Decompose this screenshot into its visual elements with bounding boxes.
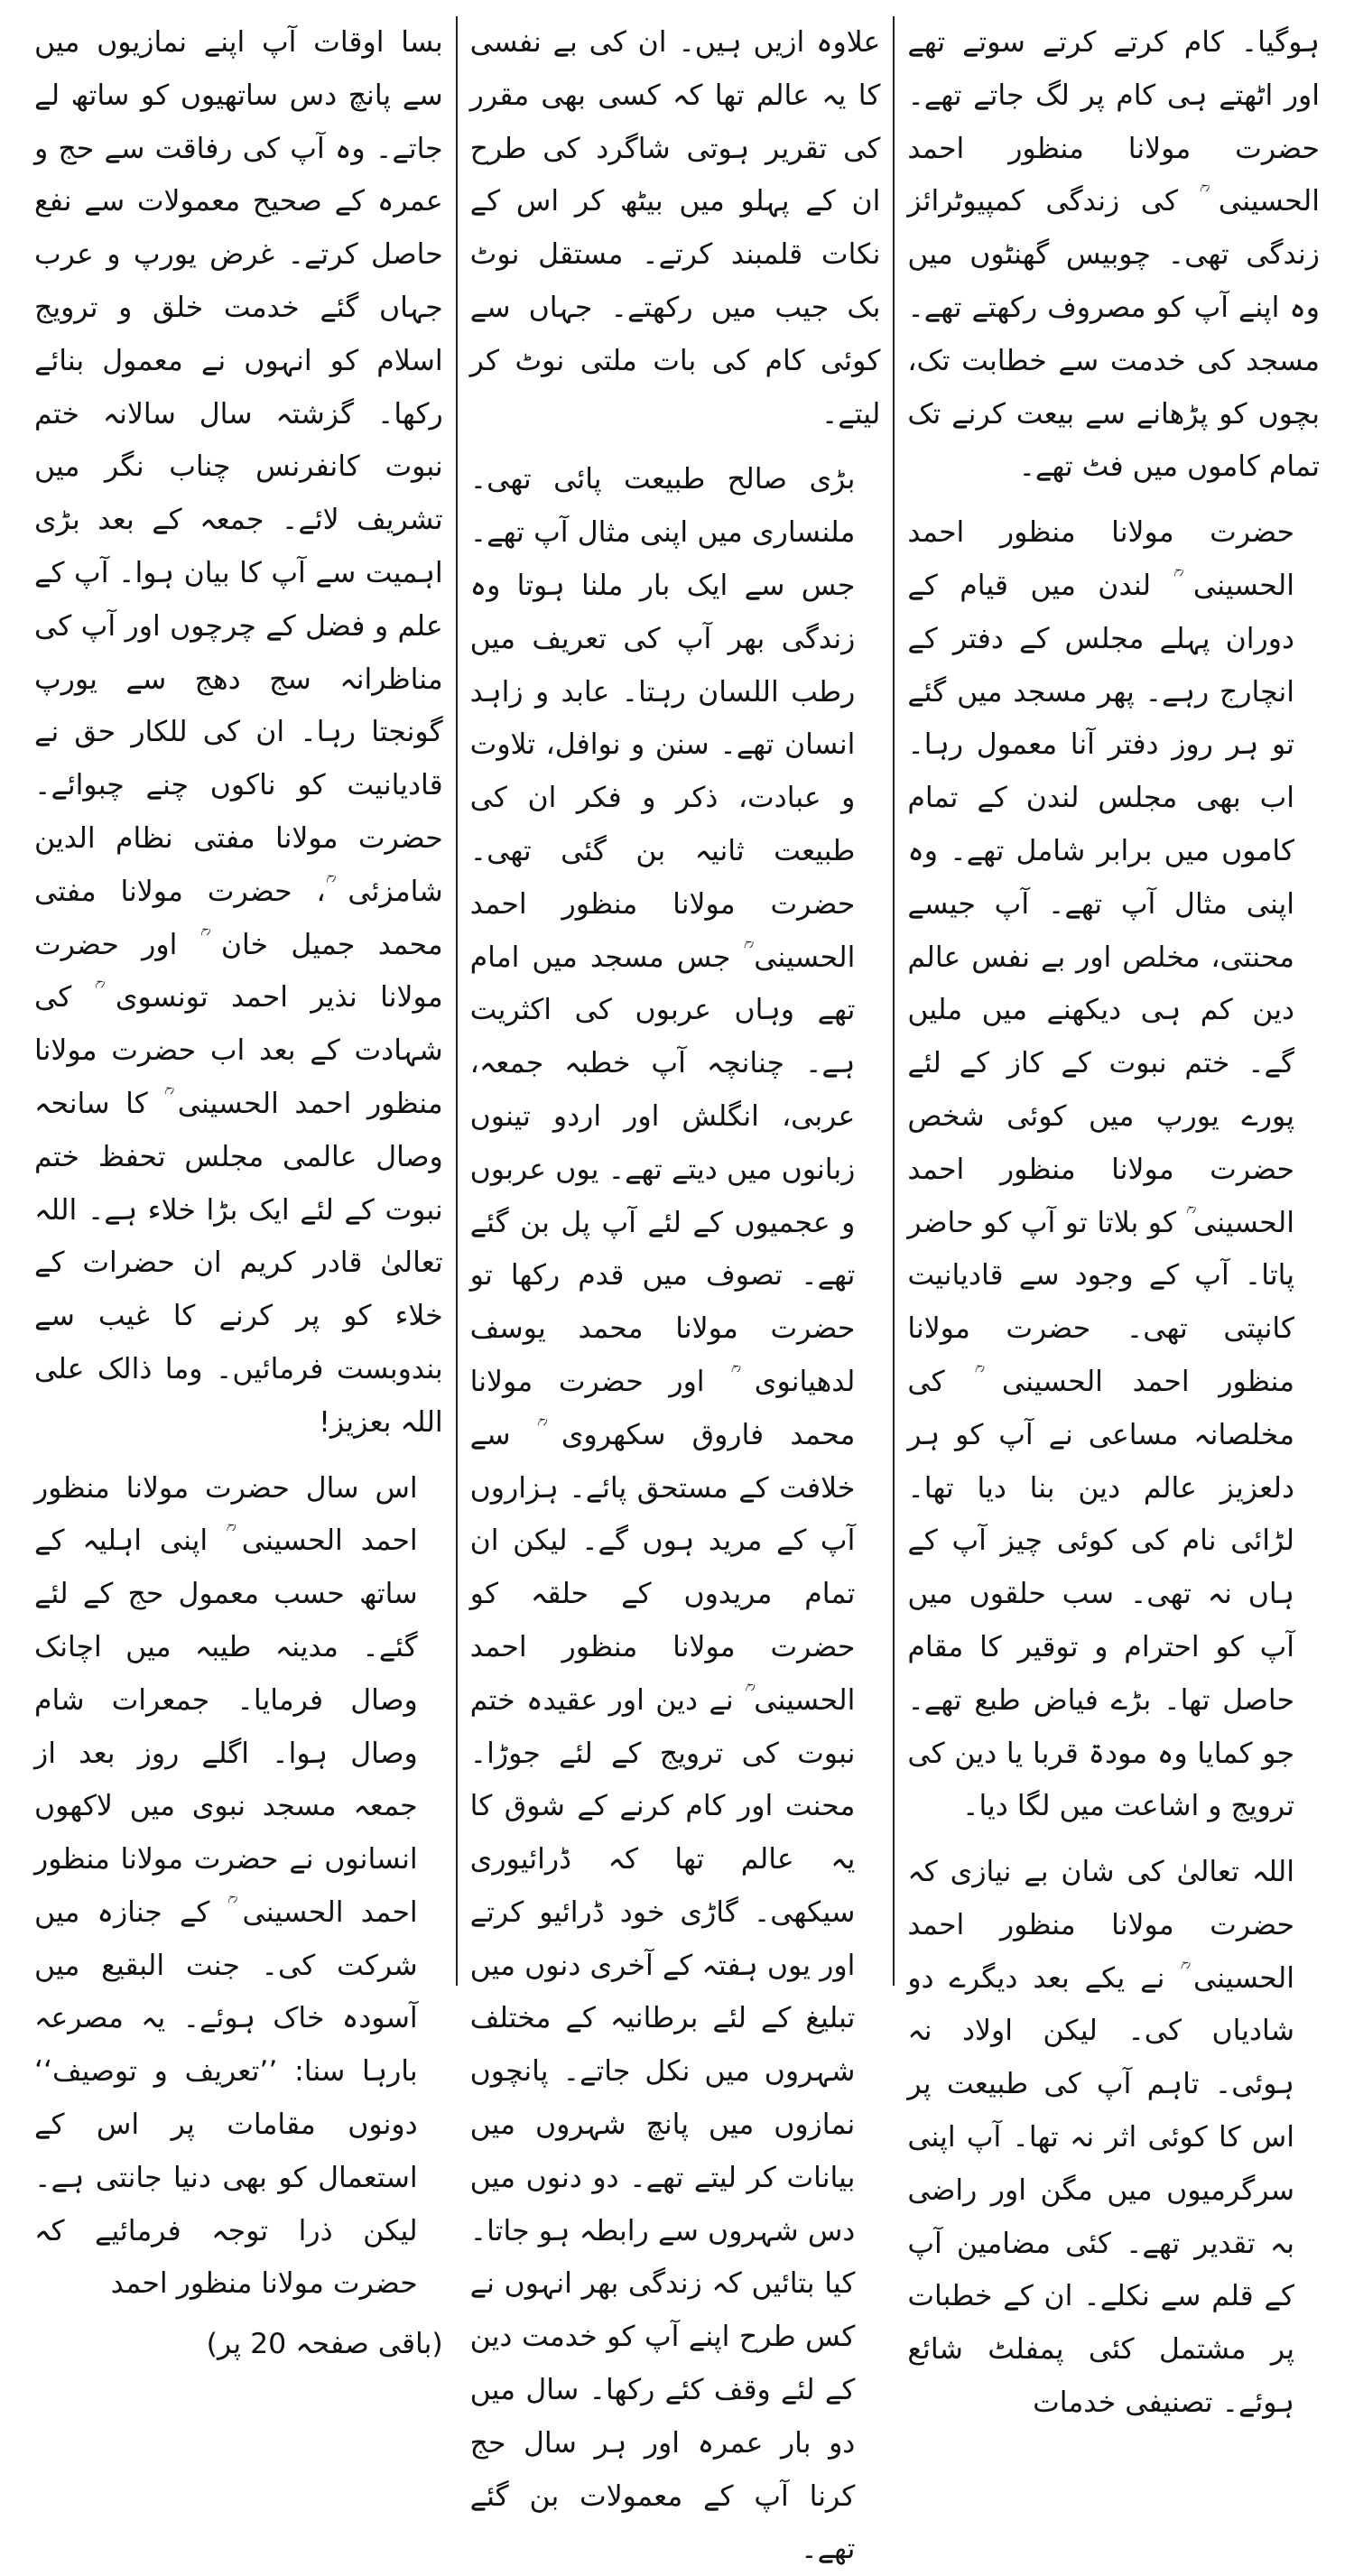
paragraph: اس سال حضرت مولانا منظور احمد الحسینی ؒ اپنی اہلیہ کے ساتھ حسب معمول حج کے لئے گئے۔ مدینہ طیبہ میں اچانک وصال فرمایا۔ جمعرات شام وصال ہوا۔ اگلے روز بعد از جمعہ مسجد نبوی میں لاکھوں انسانوں نے حضرت مولانا منظور احمد الحسینی ؒ کے جنازہ میں شرکت کی۔ جنت البقیع میں آسودہ خاک ہوئے۔ یہ مصرعہ بارہا سنا: ’’تعریف و توصیف‘‘ دونوں مقامات پر اس کے استعمال کو بھی دنیا جانتی ہے۔ لیکن ذرا توجہ فرمائیے کہ حضرت مولانا منظور احمد — [34, 1471, 418, 2301]
column-right — [895, 16, 1332, 2420]
column-left — [22, 16, 456, 2361]
paragraph: حضرت مولانا منظور احمد الحسینی ؒ لندن میں قیام کے دوران پہلے مجلس کے دفتر کے انچارج رہے۔ پھر مسجد میں گئے تو ہر روز دفتر آنا معمول رہا۔ اب بھی مجلس لندن کے تمام کاموں میں برابر شامل تھے۔ وہ اپنی مثال آپ تھے۔ آپ جیسے محنتی، مخلص اور بے نفس عالم دین کم ہی دیکھنے میں ملیں گے۔ ختم نبوت کے کاز کے لئے پورے یورپ میں کوئی شخص حضرت مولانا منظور احمد الحسینی ؒ کو بلاتا تو آپ کو حاضر پاتا۔ آپ کے وجود سے قادیانیت کانپتی تھی۔ حضرت مولانا منظور احمد الحسینی ؒ کی مخلصانہ مساعی نے آپ کو ہر دلعزیز عالم دین بنا دیا تھا۔ لڑائی نام کی کوئی چیز آپ کے ہاں نہ تھی۔ سب حلقوں میں آپ کو احترام و توقیر کا مقام حاصل تھا۔ بڑے فیاض طبع تھے۔ جو کمایا وہ مودۃ قربا یا دین کی ترویج و اشاعت میں لگا دیا۔ — [907, 516, 1294, 1823]
column-middle — [458, 16, 894, 2566]
continued-on-page-note: (باقی صفحہ 20 پر) — [206, 2328, 443, 2361]
paragraph: ہوگیا۔ کام کرتے کرتے سوتے تھے اور اٹھتے ہی کام پر لگ جاتے تھے۔ حضرت مولانا منظور احمد الحسینی ؒ کی زندگی کمپیوٹرائز زندگی تھی۔ چوبیس گھنٹوں میں وہ اپنے آپ کو مصروف رکھتے تھے۔ مسجد کی خدمت سے خطابت تک، بچوں کو پڑھانے سے بیعت کرنے تک تمام کاموں میں فٹ تھے۔ — [907, 26, 1320, 484]
paragraph: اللہ تعالیٰ کی شان بے نیازی کہ حضرت مولانا منظور احمد الحسینی ؒ نے یکے بعد دیگرے دو شادیاں کی۔ لیکن اولاد نہ ہوئی۔ تاہم آپ کی طبیعت پر اس کا کوئی اثر نہ تھا۔ آپ اپنی سرگرمیوں میں مگن اور راضی بہ تقدیر تھے۔ کئی مضامین آپ کے قلم سے نکلے۔ ان کے خطبات پر مشتمل کئی پمفلٹ شائع ہوئے۔ تصنیفی خدمات — [907, 1856, 1294, 2420]
paragraph: بسا اوقات آپ اپنے نمازیوں میں سے پانچ دس ساتھیوں کو ساتھ لے جاتے۔ وہ آپ کی رفاقت سے حج و عمرہ کے صحیح معمولات سے نفع حاصل کرتے۔ غرض یورپ و عرب جہاں گئے خدمت خلق و ترویج اسلام کو انہوں نے معمول بنائے رکھا۔ گزشتہ سال سالانہ ختم نبوت کانفرنس چناب نگر میں تشریف لائے۔ جمعہ کے بعد بڑی اہمیت سے آپ کا بیان ہوا۔ آپ کے علم و فضل کے چرچوں اور آپ کی مناظرانہ سج دھج سے یورپ گونجتا رہا۔ ان کی للکار حق نے قادیانیت کو ناکوں چنے چبوائے۔ حضرت مولانا مفتی نظام الدین شامزئی ؒ، حضرت مولانا مفتی محمد جمیل خان ؒ اور حضرت مولانا نذیر احمد تونسوی ؒ کی شہادت کے بعد اب حضرت مولانا منظور احمد الحسینی ؒ کا سانحہ وصال عالمی مجلس تحفظ ختم نبوت کے لئے ایک بڑا خلاء ہے۔ اللہ تعالیٰ قادر کریم ان حضرات کے خلاء کو پر کرنے کا غیب سے بندوبست فرمائیں۔ وما ذالک علی اللہ بعزیز! — [34, 26, 443, 1439]
paragraph: علاوہ ازیں ہیں۔ ان کی بے نفسی کا یہ عالم تھا کہ کسی بھی مقرر کی تقریر ہوتی شاگرد کی طرح ان کے پہلو میں بیٹھ کر اس کے نکات قلمبند کرتے۔ مستقل نوٹ بک جیب میں رکھتے۔ جہاں سے کوئی کام کی بات ملتی نوٹ کر لیتے۔ — [469, 26, 881, 431]
paragraph: بڑی صالح طبیعت پائی تھی۔ ملنساری میں اپنی مثال آپ تھے۔ جس سے ایک بار ملنا ہوتا وہ زندگی بھر آپ کی تعریف میں رطب اللسان رہتا۔ عابد و زاہد انسان تھے۔ سنن و نوافل، تلاوت و عبادت، ذکر و فکر ان کی طبیعت ثانیہ بن گئی تھی۔ حضرت مولانا منظور احمد الحسینی ؒ جس مسجد میں امام تھے وہاں عربوں کی اکثریت ہے۔ چنانچہ آپ خطبہ جمعہ، عربی، انگلش اور اردو تینوں زبانوں میں دیتے تھے۔ یوں عربوں و عجمیوں کے لئے آپ پل بن گئے تھے۔ تصوف میں قدم رکھا تو حضرت مولانا محمد یوسف لدھیانوی ؒ اور حضرت مولانا محمد فاروق سکھروی ؒ سے خلافت کے مستحق پائے۔ ہزاروں آپ کے مرید ہوں گے۔ لیکن ان تمام مریدوں کے حلقہ کو حضرت مولانا منظور احمد الحسینی ؒ نے دین اور عقیدہ ختم نبوت کی ترویج کے لئے جوڑا۔ محنت اور کام کرنے کے شوق کا یہ عالم تھا کہ ڈرائیوری سیکھی۔ گاڑی خود ڈرائیو کرتے اور یوں ہفتہ کے آخری دنوں میں تبلیغ کے لئے برطانیہ کے مختلف شہروں میں نکل جاتے۔ پانچوں نمازوں میں پانچ شہروں میں بیانات کر لیتے تھے۔ دو دنوں میں دس شہروں سے رابطہ ہو جاتا۔ کیا بتائیں کہ زندگی بھر انہوں نے کس طرح اپنے آپ کو خدمت دین کے لئے وقف کئے رکھا۔ سال میں دو بار عمرہ اور ہر سال حج کرنا آپ کے معمولات بن گئے تھے۔ — [469, 463, 856, 2566]
